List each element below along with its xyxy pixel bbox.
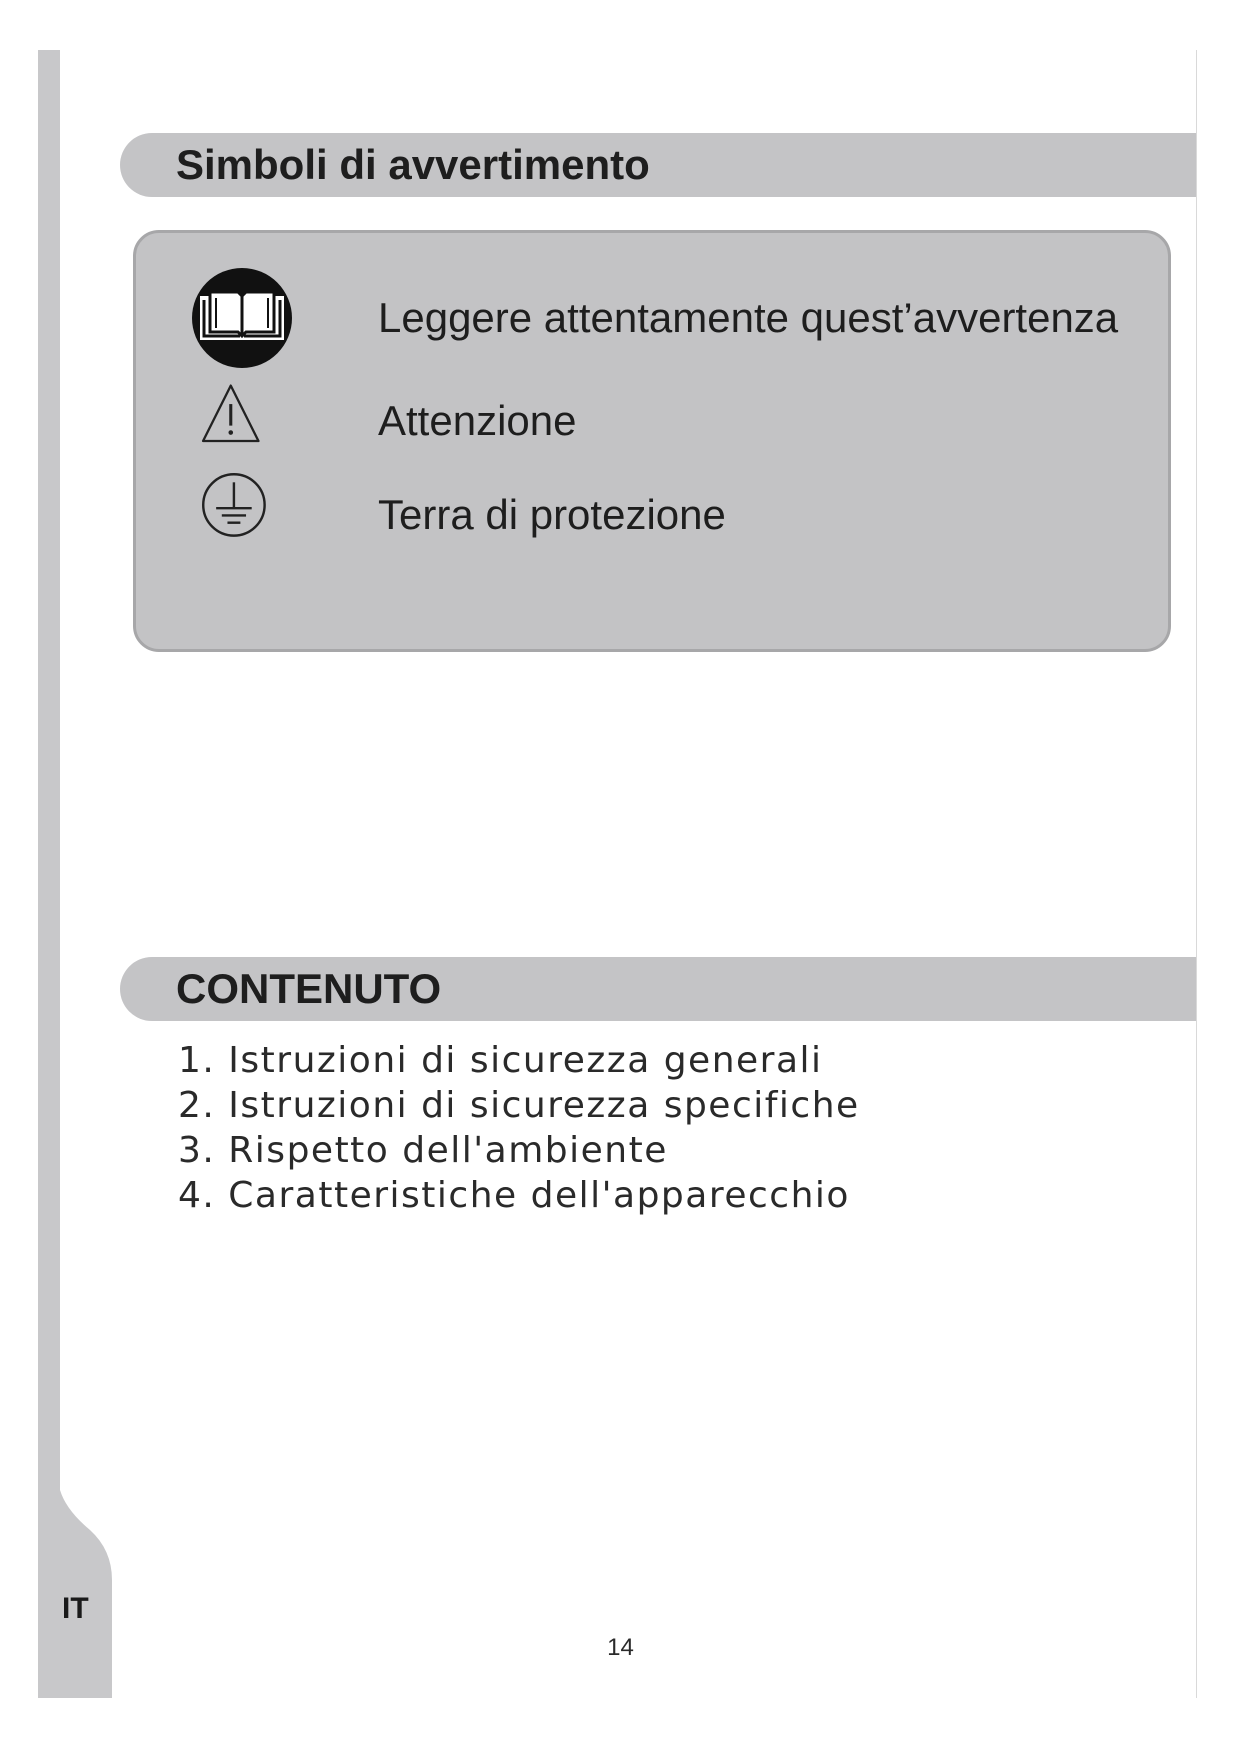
book-icon xyxy=(190,266,294,370)
symbol-row-protective-earth xyxy=(136,483,1168,583)
contents-item: 1. Istruzioni di sicurezza generali xyxy=(178,1040,823,1081)
earth-ground-icon xyxy=(200,471,284,555)
symbol-label-read-instructions: Leggere attentamente quest’avvertenza xyxy=(378,294,1119,341)
warning-symbols-title: Simboli di avvertimento xyxy=(176,141,650,188)
symbol-label-attention: Attenzione xyxy=(378,397,577,444)
symbol-row-read-instructions xyxy=(136,266,1168,366)
symbol-row-attention xyxy=(136,383,1168,483)
contents-header-bar xyxy=(120,957,1196,1021)
warning-symbols-box xyxy=(133,230,1171,652)
symbol-label-protective-earth: Terra di protezione xyxy=(378,491,726,538)
contents-title: CONTENUTO xyxy=(176,965,442,1012)
contents-item: 3. Rispetto dell'ambiente xyxy=(178,1130,668,1171)
right-margin-rule xyxy=(1196,50,1197,1698)
warning-triangle-icon xyxy=(200,379,280,463)
contents-list xyxy=(178,1038,860,1218)
contents-item: 4. Caratteristiche dell'apparecchio xyxy=(178,1175,850,1216)
language-tab-label: IT xyxy=(62,1592,89,1625)
warning-symbols-header-bar xyxy=(120,133,1196,197)
page-number: 14 xyxy=(607,1634,634,1661)
contents-item: 2. Istruzioni di sicurezza specifiche xyxy=(178,1085,860,1126)
